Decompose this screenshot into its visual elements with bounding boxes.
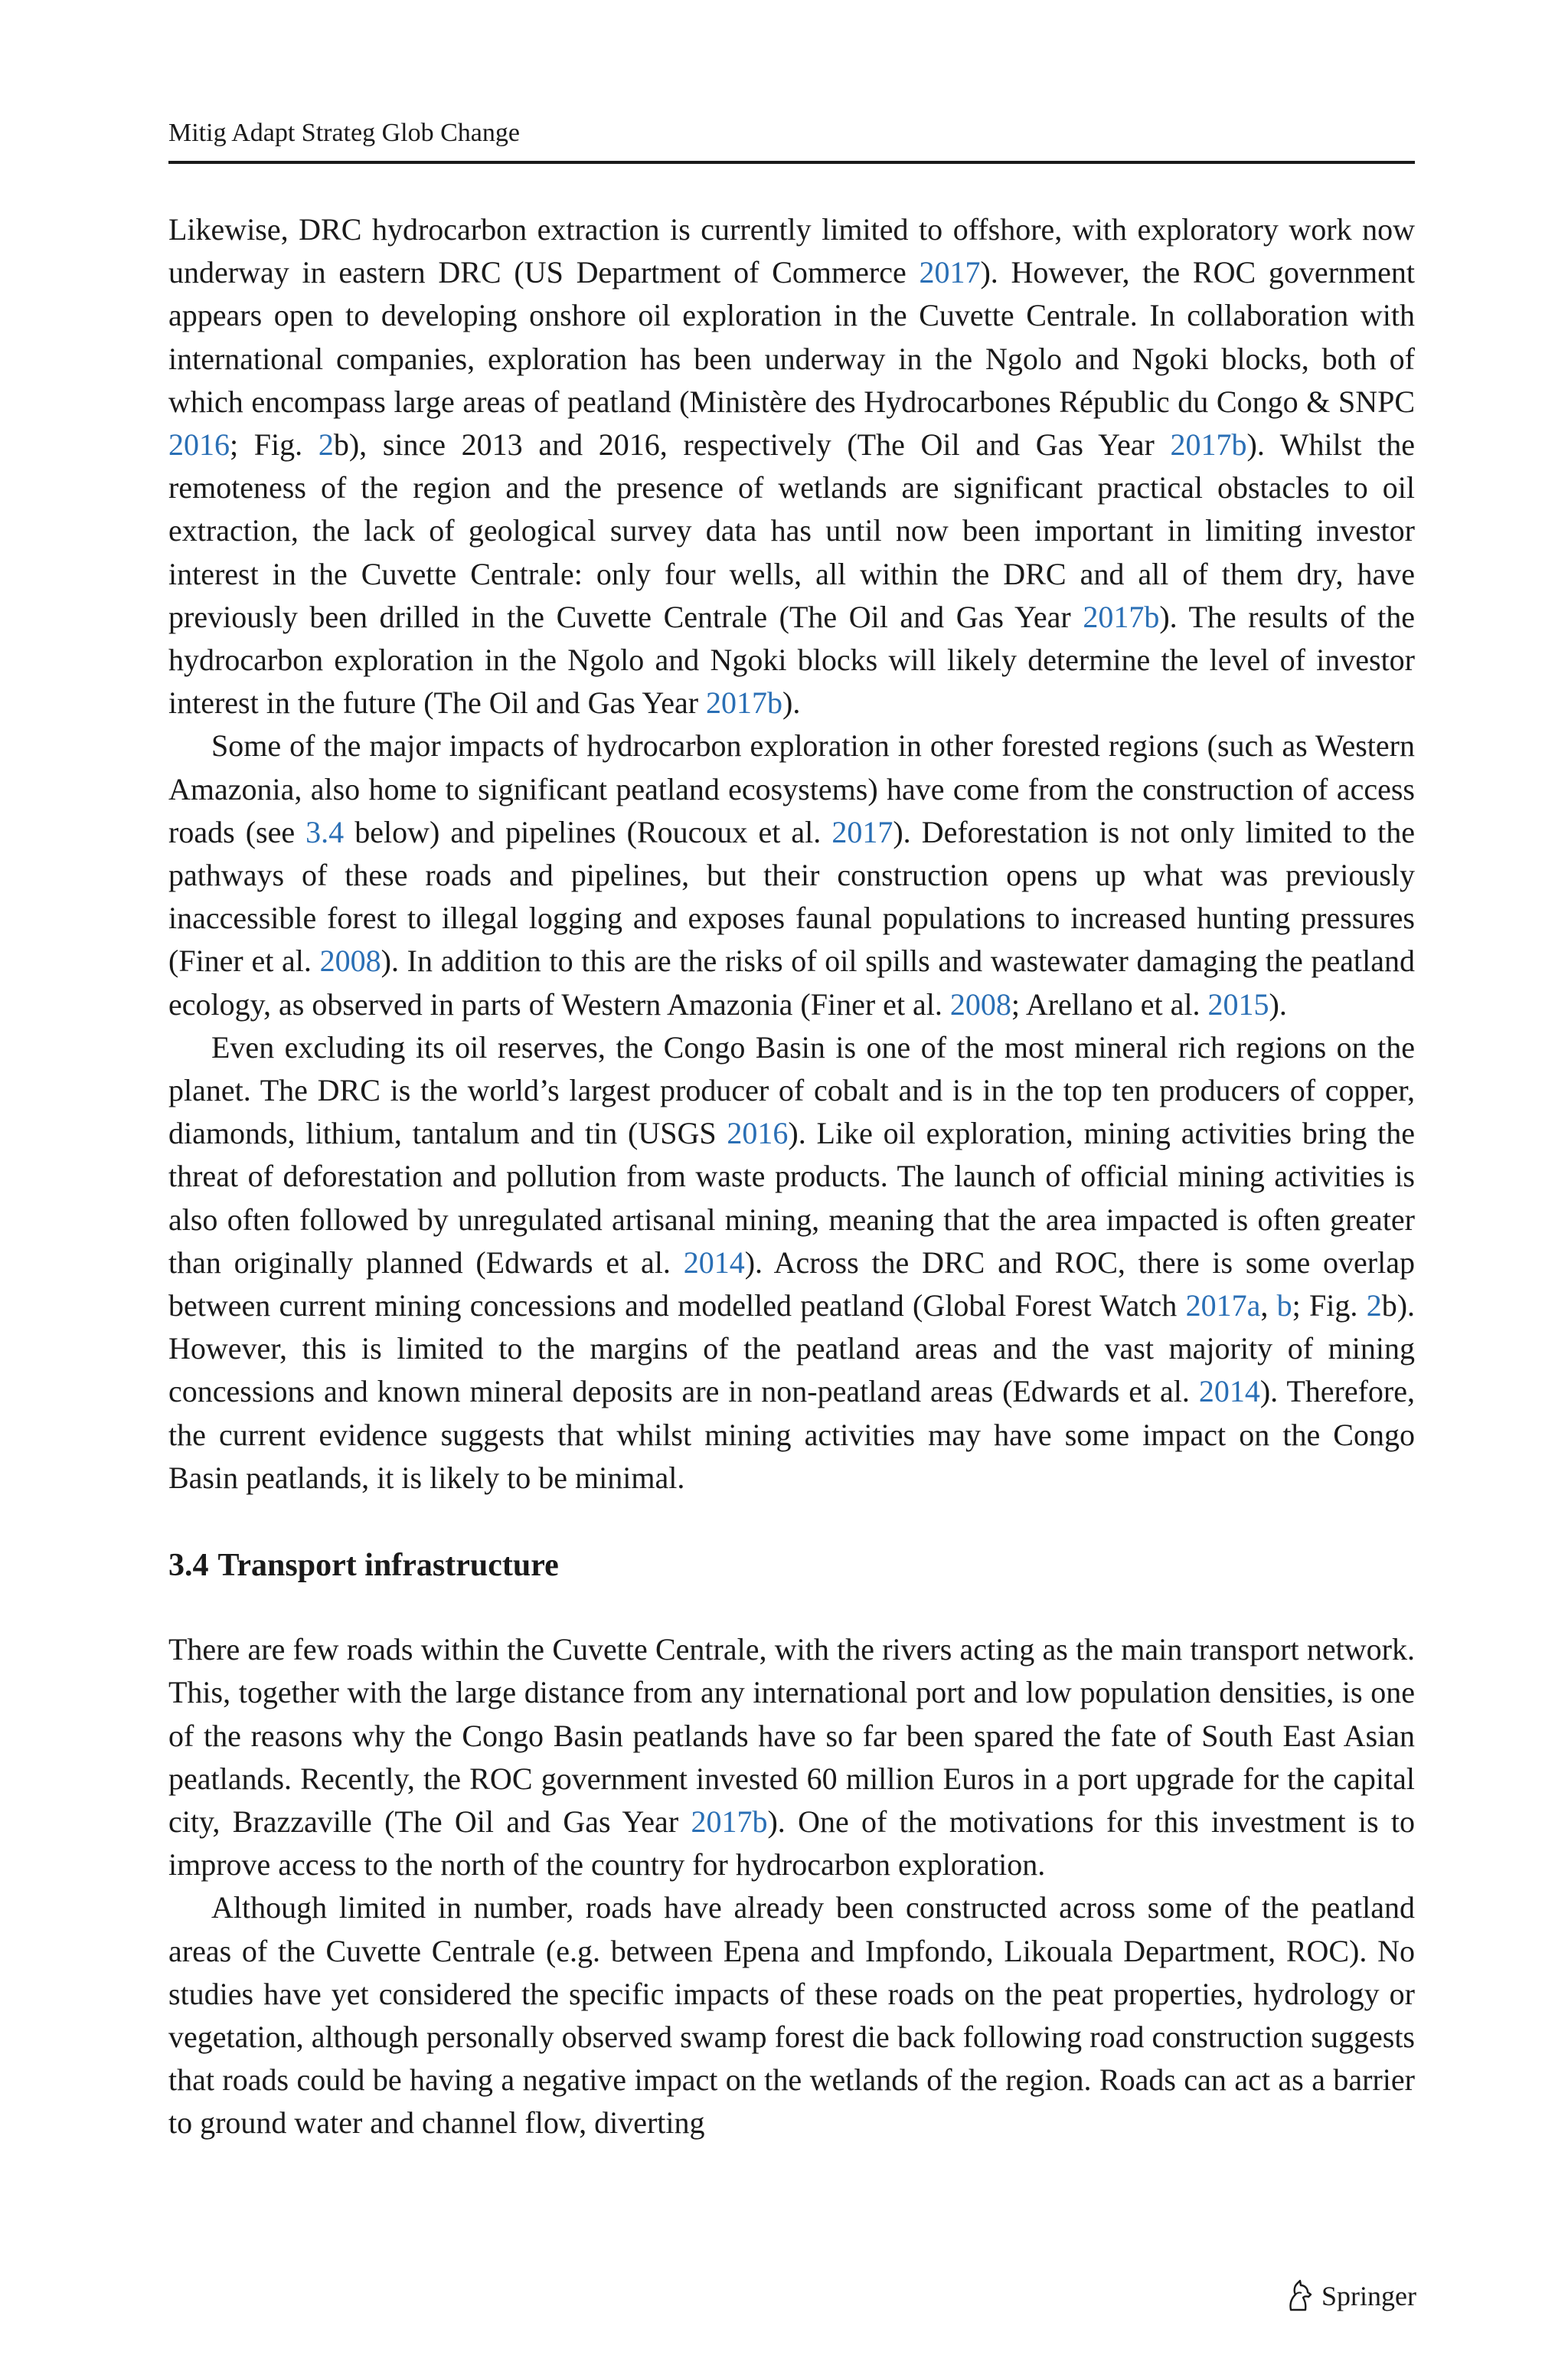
citation-link[interactable]: 2016	[727, 1116, 789, 1151]
body-text-section-b	[168, 1628, 1415, 2144]
citation-link[interactable]: 2017	[919, 255, 981, 290]
body-text: ; Fig.	[230, 427, 318, 463]
body-text: ).	[1269, 986, 1287, 1022]
body-text: ). Across the DRC and ROC, there is some overlap between current mining concessions and modelled peatland (Global Forest Watch	[168, 1245, 1415, 1323]
body-text: ). Therefore, the current evidence suggests that whilst mining activities may have some impact on the Congo Basin peatlands, it is likely to be minimal.	[168, 1374, 1415, 1495]
body-text: Some of the major impacts of hydrocarbon exploration in other forested regions (such as Western Amazonia, also home to significant peatland ecosystems) have come from the construction of access roads (see	[168, 728, 1415, 849]
section-title: Transport infrastructure	[217, 1548, 559, 1584]
publisher-footer	[1256, 2273, 1416, 2319]
section-number: 3.4	[168, 1548, 209, 1584]
citation-link[interactable]: b	[1276, 1288, 1292, 1323]
citation-link[interactable]: 2	[1366, 1288, 1382, 1323]
citation-link[interactable]: 2008	[319, 944, 381, 979]
body-text: ). In addition to this are the risks of oil spills and wastewater damaging the peatland ecology, as observed in parts of Western Amazonia (Finer et al.	[168, 944, 1415, 1022]
body-text: Even excluding its oil reserves, the Congo Basin is one of the most mineral rich regions on the planet. The DRC is the world’s largest producer of cobalt and is in the top ten producers of copper, diamonds, lithium, tantalum and tin (USGS	[168, 1029, 1415, 1151]
citation-link[interactable]: 2017b	[1083, 599, 1160, 634]
body-text: ). One of the motivations for this investment is to improve access to the north of the country for hydrocarbon exploration.	[168, 1804, 1415, 1882]
body-text: ). Like oil exploration, mining activities bring the threat of deforestation and pollution from waste products. The launch of official mining activities is also often followed by unregulated artisanal mining, meaning that the area impacted is often greater than originally planned (Edwards et al.	[168, 1116, 1416, 1280]
citation-link[interactable]: 2017	[831, 814, 893, 849]
citation-link[interactable]: 3.4	[305, 814, 345, 849]
publisher-brand: Springer	[1321, 2281, 1416, 2311]
citation-link[interactable]: 2015	[1207, 986, 1269, 1022]
body-text: below) and pipelines (Roucoux et al.	[344, 814, 832, 849]
section-heading	[168, 1544, 1415, 1587]
body-text: There are few roads within the Cuvette Centrale, with the rivers acting as the main transport network. This, together with the large distance from any international port and low population densities, is one of the reasons why the Congo Basin peatlands have so far been spared the fate of South East Asian peatlands. Recently, the ROC government invested 60 million Euros in a port upgrade for the capital city, Brazzaville (The Oil and Gas Year	[168, 1632, 1415, 1839]
citation-link[interactable]: 2017b	[706, 685, 783, 721]
body-text: ; Arellano et al.	[1011, 986, 1208, 1022]
citation-link[interactable]: 2017b	[691, 1804, 768, 1839]
body-paragraph	[168, 1026, 1415, 1500]
body-text-section-a	[168, 208, 1415, 1500]
body-text: ). Deforestation is not only limited to the pathways of these roads and pipelines, but their construction opens up what was previously inaccessible forest to illegal logging and exposes faunal populations to increased hunting pressures (Finer et al.	[168, 814, 1415, 979]
citation-link[interactable]: 2017b	[1170, 427, 1247, 463]
springer-horse-icon	[1285, 2279, 1314, 2313]
body-text: ; Fig.	[1292, 1288, 1367, 1323]
citation-link[interactable]: 2017a	[1185, 1288, 1261, 1323]
body-text: ). However, the ROC government appears open to developing onshore oil exploration in the Cuvette Centrale. In collaboration with international companies, exploration has been underway in the Ngolo and Ngoki blocks, both of which encompass large areas of peatland (Ministère des Hydrocarbones Républic du Congo & SNPC	[168, 255, 1415, 419]
body-text: ,	[1260, 1288, 1277, 1323]
body-paragraph	[168, 208, 1415, 725]
body-paragraph	[168, 1628, 1415, 1886]
body-paragraph	[168, 725, 1415, 1025]
body-paragraph	[168, 1886, 1415, 2144]
body-text: ). Whilst the remoteness of the region and the presence of wetlands are significant practical obstacles to oil extraction, the lack of geological survey data has until now been important in limiting investor interest in the Cuvette Centrale: only four wells, all within the DRC and all of them dry, have previously been drilled in the Cuvette Centrale (The Oil and Gas Year	[168, 427, 1415, 634]
citation-link[interactable]: 2014	[1198, 1374, 1260, 1409]
body-text: b). However, this is limited to the margins of the peatland areas and the vast majority of mining concessions and known mineral deposits are in non-peatland areas (Edwards et al.	[168, 1288, 1416, 1409]
running-head: Mitig Adapt Strateg Glob Change	[168, 115, 1415, 164]
body-text: ).	[782, 685, 801, 721]
citation-link[interactable]: 2016	[168, 427, 230, 463]
body-text: Although limited in number, roads have already been constructed across some of the peatland areas of the Cuvette Centrale (e.g. between Epena and Impfondo, Likouala Department, ROC). No studies have yet considered the specific impacts of these roads on the peat properties, hydrology or vegetation, although personally observed swamp forest die back following road construction suggests that roads could be having a negative impact on the wetlands of the region. Roads can act as a barrier to ground water and channel flow, diverting	[168, 1890, 1415, 2141]
citation-link[interactable]: 2	[318, 427, 334, 463]
citation-link[interactable]: 2014	[683, 1245, 745, 1280]
body-text: Likewise, DRC hydrocarbon extraction is currently limited to offshore, with exploratory work now underway in eastern DRC (US Department of Commerce	[168, 212, 1415, 290]
body-text: b), since 2013 and 2016, respectively (The Oil and Gas Year	[333, 427, 1171, 463]
body-text: ). The results of the hydrocarbon exploration in the Ngolo and Ngoki blocks will likely determine the level of investor interest in the future (The Oil and Gas Year	[168, 599, 1415, 721]
article-page	[168, 115, 1415, 2145]
citation-link[interactable]: 2008	[949, 986, 1011, 1022]
